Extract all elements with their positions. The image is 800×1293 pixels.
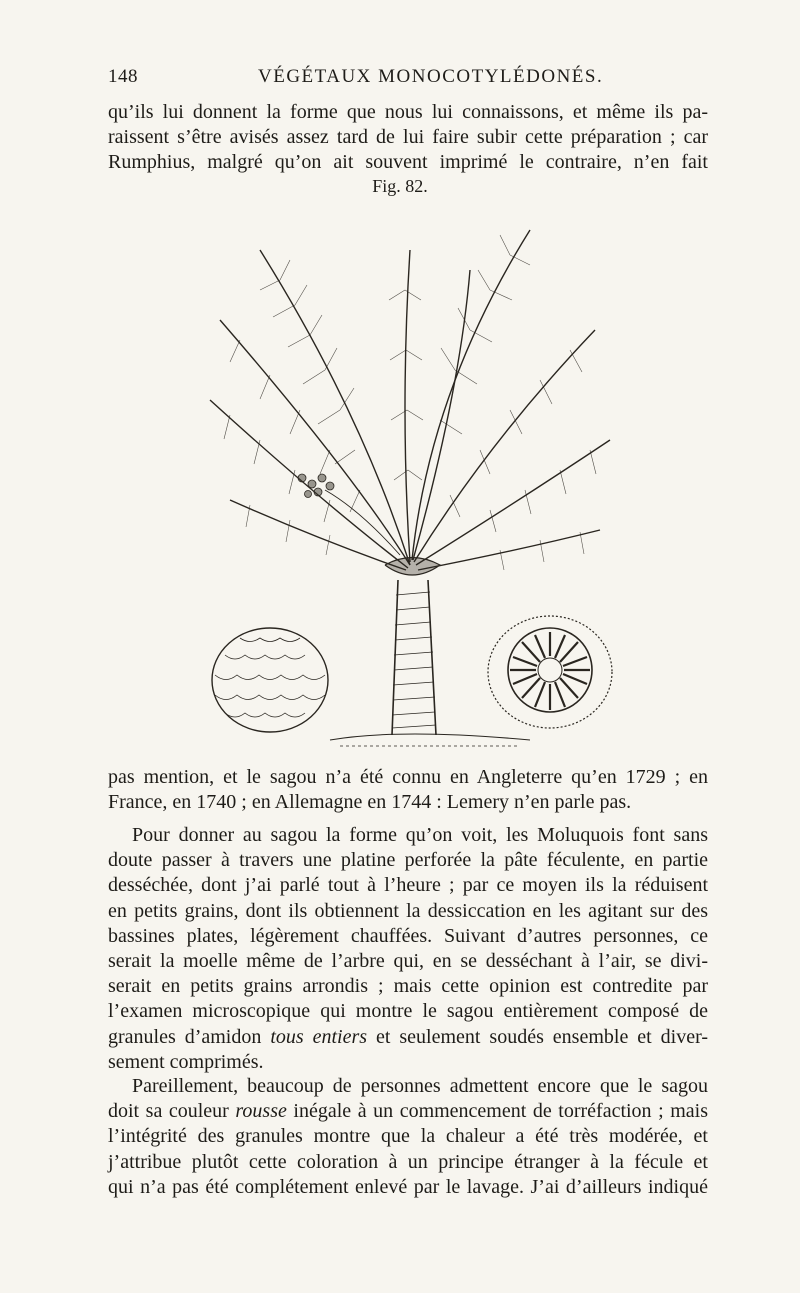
page-number: 148 — [108, 66, 138, 87]
running-title: VÉGÉTAUX MONOCOTYLÉDONÉS. — [258, 66, 604, 87]
text-segment: granules d’amidon — [108, 1025, 271, 1048]
text-line: desséchée, dont j’ai parlé tout à l’heure ; par ce moyen ils la réduisent — [108, 874, 708, 897]
text-line: qui n’a pas été complétement enlevé par le lavage. J’ai d’ailleurs indiqué — [108, 1175, 708, 1198]
text-line: l’examen microscopique qui montre le sagou entièrement composé de — [108, 1000, 708, 1023]
text-segment: doit sa couleur — [108, 1100, 236, 1123]
text-line: qu’ils lui donnent la forme que nous lui connaissons, et même ils pa- — [108, 101, 708, 123]
italic-text: tous entiers — [270, 1025, 368, 1048]
text-line: doute passer à travers une platine perforée la pâte féculente, en partie — [108, 849, 708, 872]
text-line: France, en 1740 ; en Allemagne en 1744 : Lemery n’en parle pas. — [108, 791, 632, 814]
text-line: serait la moelle même de l’arbre qui, en se desséchant à l’air, se divi- — [108, 950, 708, 973]
text-line: j’attribue plutôt cette coloration à un principe étranger à la fécule et — [108, 1150, 708, 1173]
text-line: Pour donner au sagou la forme qu’on voit, les Moluquois font sans — [132, 824, 708, 846]
figure-caption: Fig. 82. — [372, 176, 428, 196]
top-paragraph — [108, 100, 708, 176]
text-line: bassines plates, légèrement chauffées. Suivant d’autres personnes, ce — [108, 924, 708, 947]
text-segment: inégale à un commencement de torréfaction ; mais — [286, 1100, 708, 1123]
text-line: serait en petits grains arrondis ; mais cette opinion est contredite par — [108, 975, 708, 998]
paragraph-3 — [108, 1074, 708, 1200]
italic-text: rousse — [235, 1100, 287, 1123]
text-line — [108, 1099, 708, 1124]
text-segment: et seulement soudés ensemble et diver- — [367, 1025, 709, 1048]
text-line: Pareillement, beaucoup de personnes admettent encore que le sagou — [132, 1075, 708, 1097]
paragraph-1 — [108, 765, 708, 815]
text-line: en petits grains, dont ils obtiennent la dessiccation en les agitant sur des — [108, 899, 708, 922]
text-line: l’intégrité des granules montre que la chaleur a été très modérée, et — [108, 1125, 708, 1148]
sago-palm-illustration — [200, 210, 620, 760]
text-line: pas mention, et le sagou n’a été connu en Angleterre qu’en 1729 ; en — [108, 766, 708, 788]
text-line: Rumphius, malgré qu’on ait souvent imprimé le contraire, n’en fait — [108, 151, 708, 174]
text-line: sement comprimés. — [108, 1050, 264, 1073]
text-line — [108, 1025, 708, 1050]
text-line: raissent s’être avisés assez tard de lui faire subir cette préparation ; car — [108, 126, 708, 149]
paragraph-2 — [108, 823, 708, 1075]
